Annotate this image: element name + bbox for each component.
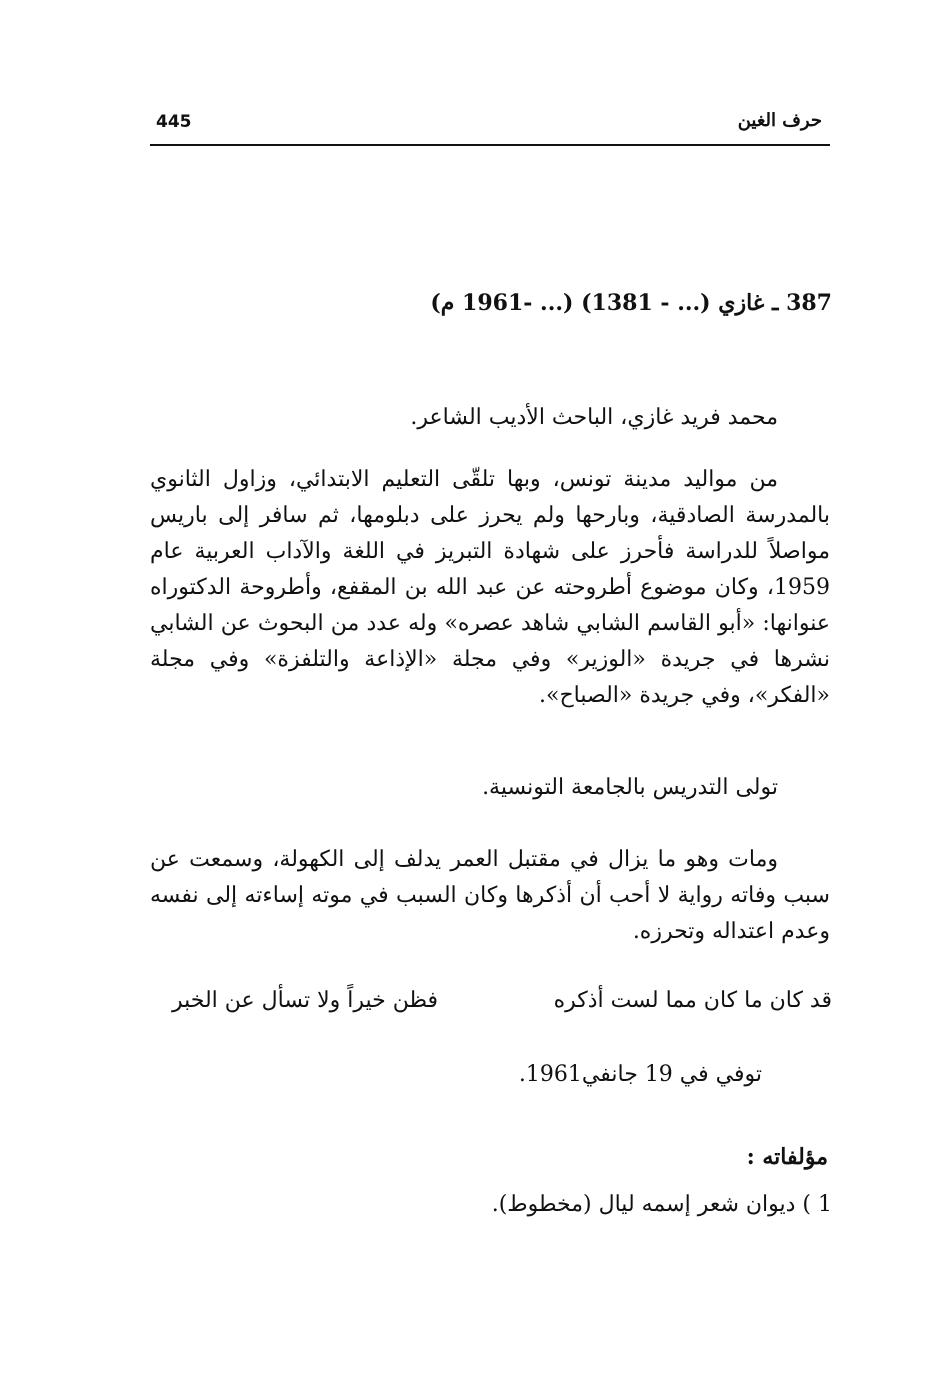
- running-header: [150, 110, 830, 146]
- chapter-title: حرف الغين: [737, 110, 822, 131]
- works-list: [492, 1192, 832, 1217]
- verse-second-hemistich: فظن خيراً ولا تسأل عن الخبر: [172, 988, 439, 1013]
- work-item: 1 ) ديوان شعر إسمه ليال (مخطوط).: [491, 1192, 832, 1217]
- page-number: 445: [156, 112, 192, 132]
- biography-paragraph: من مواليد مدينة تونس، وبها تلقّى التعليم الابتدائي، وزاول الثانوي بالمدرسة الصادقية، وبارحها ولم يحرز على دبلومها، ثم سافر إلى باريس مواصلاً للدراسة فأحرز على شهادة التبريز في اللغة والآداب العربية عام 1959، وكان موضوع أطروحته عن عبد الله بن المقفع، وأطروحة الدكتوراه عنوانها: «أبو القاسم الشابي شاهد عصره» وله عدد من البحوث عن الشابي نشرها في جريدة «الوزير» وفي مجلة «الإذاعة والتلفزة» وفي مجلة «الفكر»، وفي جريدة «الصباح».: [150, 467, 830, 708]
- death-paragraph: ومات وهو ما يزال في مقتبل العمر يدلف إلى الكهولة، وسمعت عن سبب وفاته رواية لا أحب أن أذكرها وكان السبب في موته إساءته إلى نفسه وعدم اعتداله وتحرزه.: [150, 847, 830, 944]
- works-heading: مؤلفاته :: [746, 1144, 828, 1170]
- death-date: توفي في 19 جانفي1961.: [518, 1062, 762, 1087]
- entry-heading: 387 ـ غازي (... - 1381) (... -1961 م): [430, 290, 832, 316]
- teaching-paragraph: تولى التدريس بالجامعة التونسية.: [482, 775, 778, 800]
- poetry-verse: [172, 988, 832, 1028]
- verse-first-hemistich: قد كان ما كان مما لست أذكره: [553, 988, 832, 1013]
- name-paragraph: محمد فريد غازي، الباحث الأديب الشاعر.: [410, 405, 778, 430]
